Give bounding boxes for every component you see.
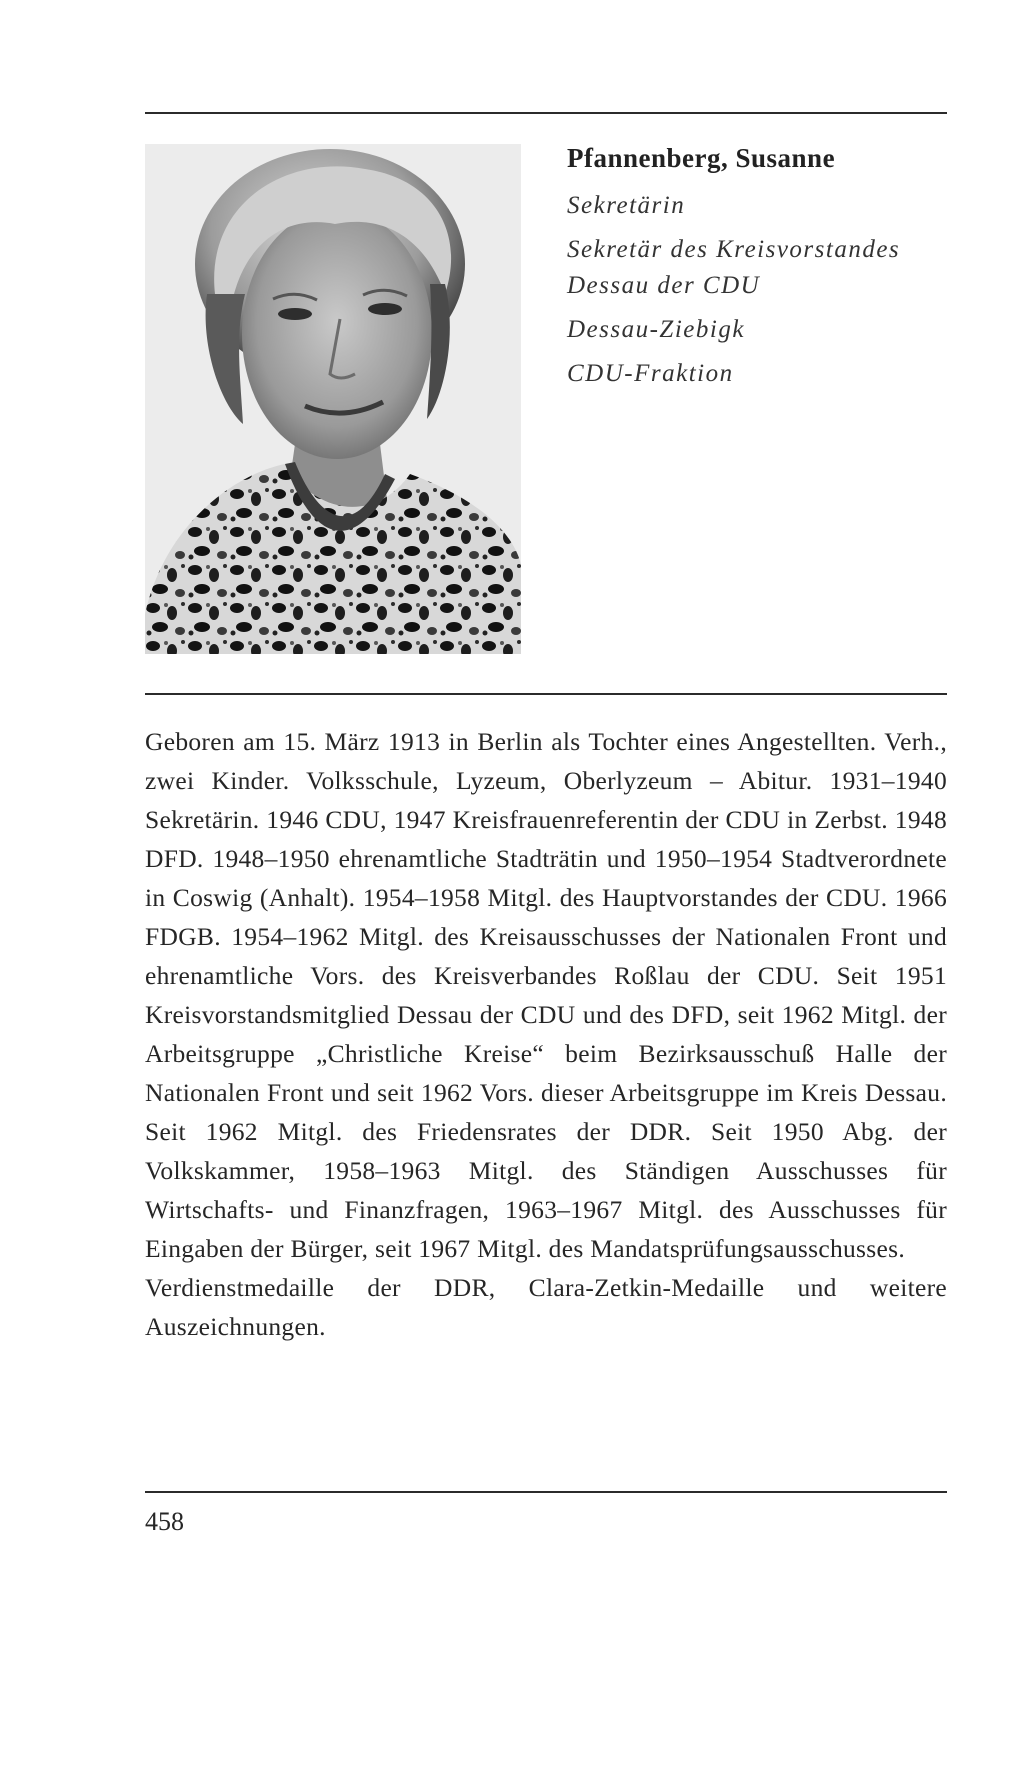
page-number: 458 [145, 1507, 184, 1536]
top-rule [145, 112, 947, 114]
biography-paragraph: Geboren am 15. März 1913 in Berlin als Tochter eines Angestellten. Verh., zwei Kinder. Volksschule, Lyzeum, Oberlyzeum – Abitur. 1931–1940 Sekretärin. 1946 CDU, 1947 Kreisfrauenreferentin der CDU in Zerbst. 1948 DFD. 1948–1950 ehrenamtliche Stadträtin und 1950–1954 Stadtverordnete in Coswig (Anhalt). 1954–1958 Mitgl. des Hauptvorstandes der CDU. 1966 FDGB. 1954–1962 Mitgl. des Kreisausschusses der Nationalen Front und ehrenamtliche Vors. des Kreisverbandes Roßlau der CDU. Seit 1951 Kreisvorstandsmitglied Dessau der CDU und des DFD, seit 1962 Mitgl. der Arbeitsgruppe „Christliche Kreise“ beim Bezirksausschuß Halle der Nationalen Front und seit 1962 Vors. dieser Arbeitsgruppe im Kreis Dessau. Seit 1962 Mitgl. des Friedensrates der DDR. Seit 1950 Abg. der Volkskammer, 1958–1963 Mitgl. des Ständigen Ausschusses für Wirtschafts- und Finanzfragen, 1963–1967 Mitgl. des Ausschusses für Eingaben der Bürger, seit 1967 Mitgl. des Mandatsprüfungsausschusses. [145, 727, 947, 1263]
portrait-photo [145, 144, 521, 654]
person-name: Pfannenberg, Susanne [567, 143, 836, 173]
faction: CDU-Fraktion [567, 360, 734, 387]
entry-header [567, 138, 947, 392]
section-rule [145, 693, 947, 695]
biography [145, 722, 947, 1346]
portrait-photo-icon [145, 144, 521, 654]
constituency: Dessau-Ziebigk [567, 316, 745, 343]
awards-paragraph: Verdienstmedaille der DDR, Clara-Zetkin-Medaille und weitere Auszeichnungen. [145, 1273, 947, 1341]
function-line-1: Sekretär des Kreisvorstandes [567, 236, 901, 263]
occupation: Sekretärin [567, 192, 686, 219]
footer-rule [145, 1491, 947, 1493]
function-line-2: Dessau der CDU [567, 272, 761, 299]
